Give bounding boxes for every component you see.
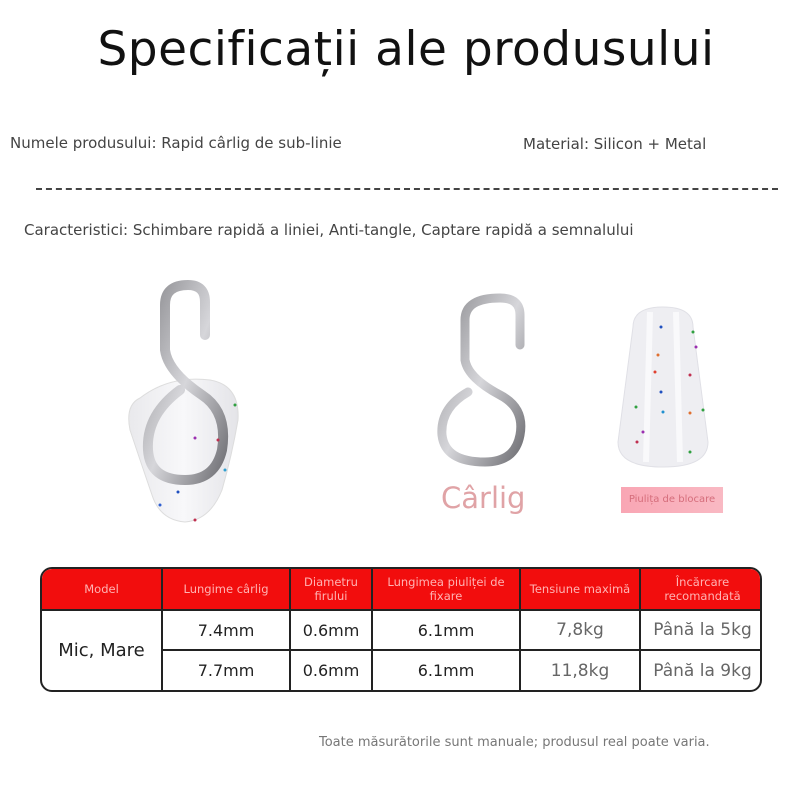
footnote: Toate măsurătorile sunt manuale; produsul real poate varia. (319, 735, 710, 750)
dashed-divider (36, 188, 778, 190)
hook-length-cell: 7.4mm (162, 610, 290, 650)
max-tension-cell: 7,8kg (520, 610, 640, 650)
features-text: Caracteristici: Schimbare rapidă a liniei, Anti-tangle, Captare rapidă a semnalului (24, 221, 634, 239)
material-text: Material: Silicon + Metal (523, 135, 707, 153)
spec-table (40, 567, 762, 692)
header-nut-length: Lungimea piuliței de fixare (372, 569, 520, 610)
wire-diameter-cell: 0.6mm (290, 610, 372, 650)
hook-length-cell: 7.7mm (162, 650, 290, 690)
locking-nut-caption: Piulița de blocare (621, 487, 723, 513)
header-hook-length: Lungime cârlig (162, 569, 290, 610)
s-hook-image (430, 290, 540, 470)
table-row (42, 610, 762, 650)
nut-length-cell: 6.1mm (372, 650, 520, 690)
page-title: Specificații ale produsului (97, 22, 715, 77)
model-cell: Mic, Mare (42, 610, 162, 690)
table-header-row (42, 569, 762, 610)
hook-caption: Cârlig (441, 481, 526, 515)
nut-length-cell: 6.1mm (372, 610, 520, 650)
header-wire-diameter: Diametru firului (290, 569, 372, 610)
header-recommended-load: Încărcare recomandată (640, 569, 762, 610)
wire-diameter-cell: 0.6mm (290, 650, 372, 690)
max-tension-cell: 11,8kg (520, 650, 640, 690)
recommended-load-cell: Până la 9kg (640, 650, 762, 690)
header-max-tension: Tensiune maximă (520, 569, 640, 610)
header-model: Model (42, 569, 162, 610)
hook-with-nut-image (110, 280, 260, 530)
product-name-text: Numele produsului: Rapid cârlig de sub-linie (10, 134, 342, 152)
recommended-load-cell: Până la 5kg (640, 610, 762, 650)
locking-nut-image (608, 302, 718, 472)
